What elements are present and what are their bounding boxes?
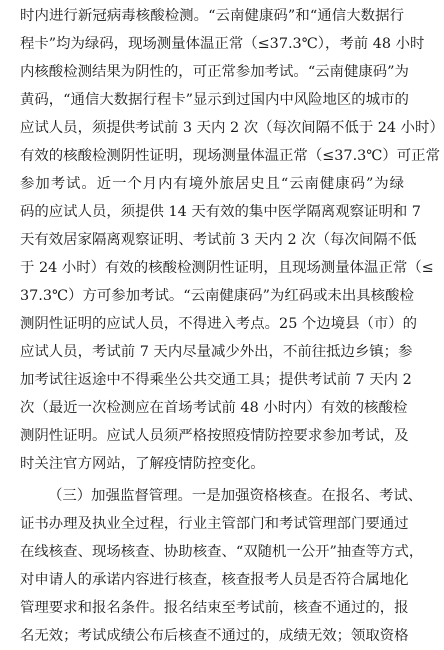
text-line: 有效的核酸检测阴性证明，现场测量体温正常（≤37.3℃）可正常 bbox=[20, 148, 440, 164]
text-line: 测阴性证明的应试人员，不得进入考点。25 个边境县（市）的 bbox=[20, 316, 418, 332]
text-line: 黄码，“通信大数据行程卡”显示到过国内中风险地区的城市的 bbox=[20, 92, 409, 108]
text-line: 在线核查、现场核查、协助核查、“双随机一公开”抽查等方式， bbox=[20, 544, 424, 560]
text-line: 内核酸检测结果为阴性的，可正常参加考试。“云南健康码”为 bbox=[20, 64, 409, 80]
text-line: 对申请人的承诺内容进行核查，核查报考人员是否符合属地化 bbox=[20, 572, 409, 588]
text-line: 码的应试人员，须提供 14 天有效的集中医学隔离观察证明和 7 bbox=[20, 204, 421, 220]
text-line: 加考试往返途中不得乘坐公共交通工具；提供考试前 7 天内 2 bbox=[20, 372, 412, 388]
section-heading-line: （三）加强监督管理。一是加强资格核查。在报名、考试、 bbox=[48, 488, 423, 504]
text-line: 时关注官方网站，了解疫情防控变化。 bbox=[20, 456, 265, 472]
text-line: 于 24 小时）有效的核酸检测阴性证明，且现场测量体温正常（≤ bbox=[20, 260, 434, 276]
text-line: 天有效居家隔离观察证明、考试前 3 天内 2 次（每次间隔不低 bbox=[20, 232, 417, 248]
text-line: 应试人员，须提供考试前 3 天内 2 次（每次间隔不低于 24 小时） bbox=[20, 120, 444, 136]
text-line: 参加考试。近一个月内有境外旅居史且“云南健康码”为绿 bbox=[20, 176, 404, 192]
text-line: 时内进行新冠病毒核酸检测。“云南健康码”和“通信大数据行 bbox=[20, 8, 404, 24]
text-line: 次（最近一次检测应在首场考试前 48 小时内）有效的核酸检 bbox=[20, 400, 408, 416]
text-line: 管理要求和报名条件。报名结束至考试前，核查不通过的，报 bbox=[20, 600, 409, 616]
text-line: 37.3℃）方可参加考试。“云南健康码”为红码或未出具核酸检 bbox=[20, 288, 414, 304]
text-line: 名无效；考试成绩公布后核查不通过的，成绩无效；领取资格 bbox=[20, 628, 409, 644]
text-line: 程卡”均为绿码，现场测量体温正常（≤37.3℃），考前 48 小时 bbox=[20, 36, 425, 52]
text-line: 证书办理及执业全过程，行业主管部门和考试管理部门要通过 bbox=[20, 516, 409, 532]
text-line: 应试人员，考试前 7 天内尽量减少外出，不前往抵边乡镇；参 bbox=[20, 344, 413, 360]
text-line: 测阴性证明。应试人员须严格按照疫情防控要求参加考试，及 bbox=[20, 428, 409, 444]
